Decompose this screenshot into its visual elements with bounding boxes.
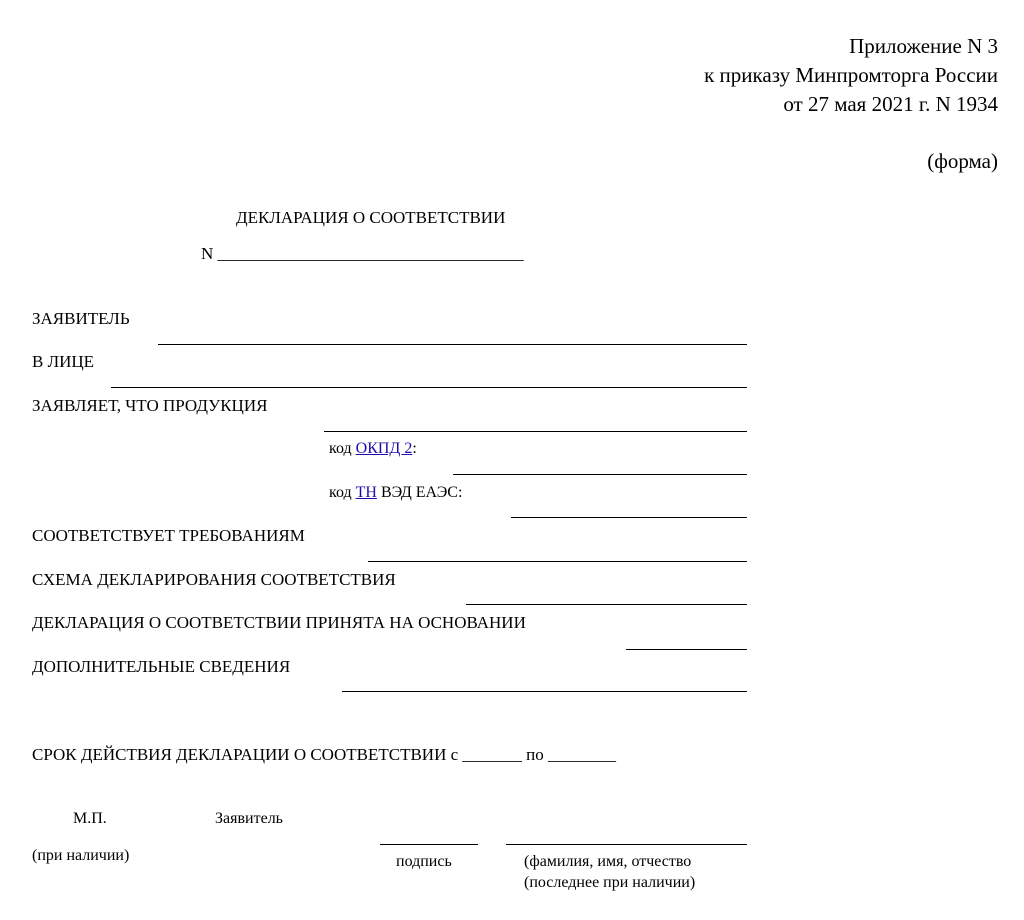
stamp-label: М.П. <box>73 810 107 827</box>
full-name-line <box>506 844 747 845</box>
additional-info-label: ДОПОЛНИТЕЛЬНЫЕ СВЕДЕНИЯ <box>32 657 291 676</box>
represented-by-label: В ЛИЦЕ <box>32 352 95 371</box>
additional-info-line <box>342 691 747 692</box>
full-name-caption-line2: (последнее при наличии) <box>524 874 696 891</box>
scheme-line <box>466 604 747 605</box>
tn-ved-line <box>511 517 747 518</box>
signature-line <box>380 844 478 845</box>
tn-suffix: ВЭД ЕАЭС: <box>380 484 463 501</box>
scheme-label: СХЕМА ДЕКЛАРИРОВАНИЯ СООТВЕТСТВИЯ <box>32 570 396 589</box>
order-date: от 27 мая 2021 г. N 1934 <box>783 92 998 116</box>
represented-by-line <box>111 387 747 388</box>
signature-caption: подпись <box>396 853 452 870</box>
tn-prefix: код <box>329 484 352 501</box>
tn-ved-code-row <box>329 484 462 502</box>
basis-label: ДЕКЛАРАЦИЯ О СООТВЕТСТВИИ ПРИНЯТА НА ОСНОВАНИИ <box>32 613 526 632</box>
okpd-link[interactable]: ОКПД 2 <box>355 440 413 457</box>
document-title: ДЕКЛАРАЦИЯ О СООТВЕТСТВИИ <box>236 208 506 227</box>
declares-product-label: ЗАЯВЛЯЕТ, ЧТО ПРОДУКЦИЯ <box>32 396 268 415</box>
applicant-label: ЗАЯВИТЕЛЬ <box>32 309 130 328</box>
requirements-line <box>368 561 747 562</box>
validity-to-blank: ________ <box>548 745 616 764</box>
tn-link[interactable]: ТН <box>355 484 377 501</box>
product-line <box>324 431 747 432</box>
okpd-suffix: : <box>412 440 417 457</box>
full-name-caption-line1: (фамилия, имя, отчество <box>524 853 692 870</box>
declaration-number <box>201 244 524 264</box>
applicant-line <box>158 344 747 345</box>
okpd-prefix: код <box>329 440 352 457</box>
validity-label: СРОК ДЕЙСТВИЯ ДЕКЛАРАЦИИ О СООТВЕТСТВИИ с <box>32 745 459 764</box>
form-note: (форма) <box>927 149 998 173</box>
appendix-number: Приложение N 3 <box>849 34 998 58</box>
validity-row <box>32 745 616 765</box>
okpd-line <box>453 474 747 475</box>
basis-line <box>626 649 747 650</box>
validity-from-blank: _______ <box>462 745 522 764</box>
applicant-signature-label: Заявитель <box>215 810 283 827</box>
number-label: N <box>201 244 214 263</box>
okpd-code-row <box>329 440 417 458</box>
if-any-note: (при наличии) <box>32 847 130 864</box>
number-blank: ____________________________________ <box>217 244 524 263</box>
requirements-label: СООТВЕТСТВУЕТ ТРЕБОВАНИЯМ <box>32 526 305 545</box>
validity-to-label: по <box>526 745 544 764</box>
order-reference: к приказу Минпромторга России <box>704 63 998 87</box>
